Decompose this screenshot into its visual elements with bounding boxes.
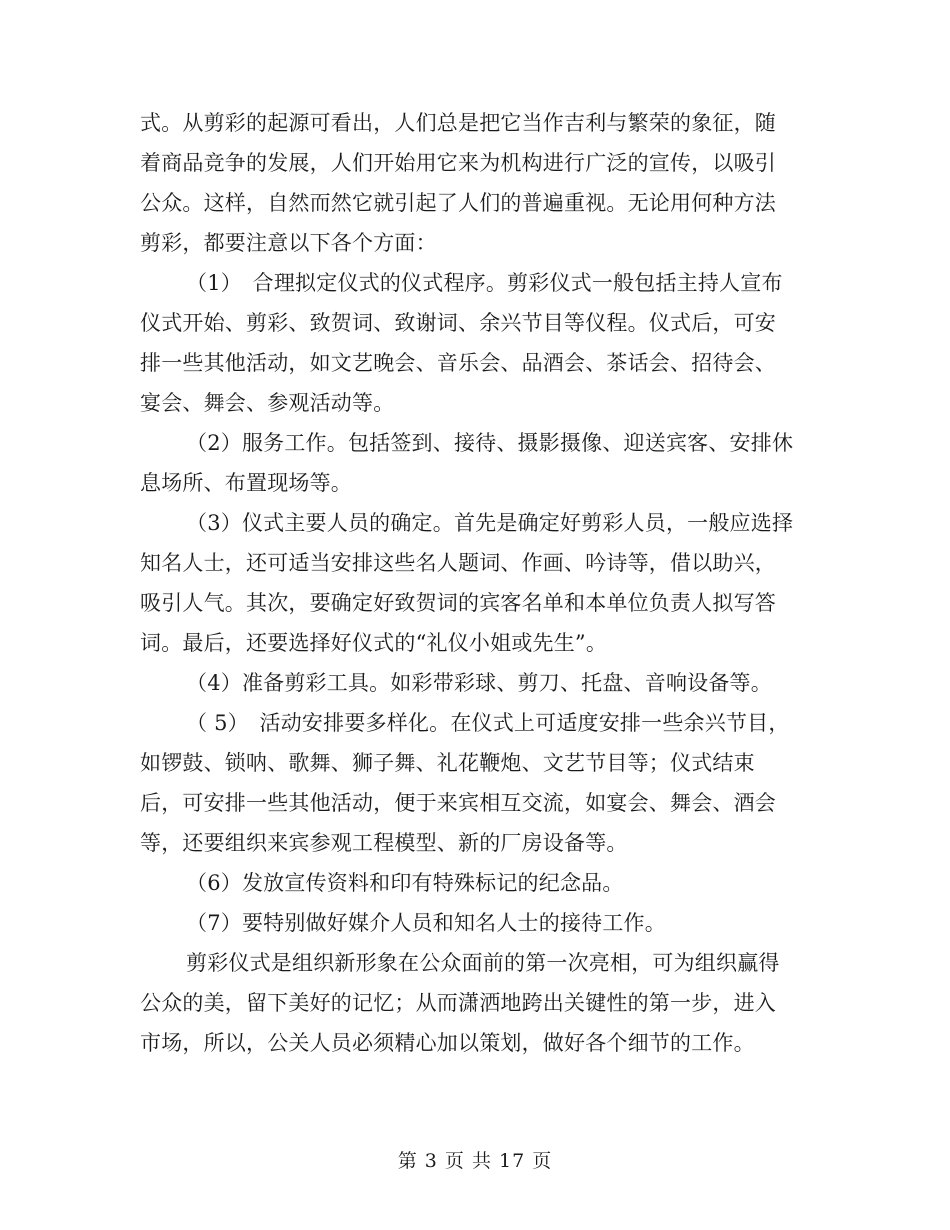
paragraph-start: 剪彩仪式是组织新形象在公众面前的第一次亮相，可为组织赢得 — [186, 951, 780, 975]
page-number-footer: 第 3 页 共 17 页 — [397, 1150, 553, 1172]
text-line: 吸引人气。其次，要确定好致贺词的宾客名单和本单位负责人拟写答 — [140, 591, 776, 615]
text-line: 仪式开始、剪彩、致贺词、致谢词、余兴节目等仪程。仪式后，可安 — [140, 311, 776, 335]
text-line: 词。最后，还要选择好仪式的“礼仪小姐或先生”。 — [140, 631, 608, 655]
text-line: 市场，所以，公关人员必须精心加以策划，做好各个细节的工作。 — [140, 1031, 755, 1055]
list-item-7: （7）要特别做好媒介人员和知名人士的接待工作。 — [186, 911, 666, 935]
text-line: 知名人士，还可适当安排这些名人题词、作画、吟诗等，借以助兴， — [140, 551, 776, 575]
list-item-4: （4）准备剪彩工具。如彩带彩球、剪刀、托盘、音响设备等。 — [186, 671, 772, 695]
text-line: 宴会、舞会、参观活动等。 — [140, 391, 395, 415]
text-line: 剪彩，都要注意以下各个方面： — [140, 231, 437, 255]
text-line: 如锣鼓、锁呐、歌舞、狮子舞、礼花鞭炮、文艺节目等；仪式结束 — [140, 751, 755, 775]
text-line: 排一些其他活动，如文艺晚会、音乐会、品酒会、茶话会、招待会、 — [140, 351, 776, 375]
text-line: 息场所、布置现场等。 — [140, 471, 352, 495]
text-line: 公众。这样，自然而然它就引起了人们的普遍重视。无论用何种方法 — [140, 191, 776, 215]
text-line: 式。从剪彩的起源可看出，人们总是把它当作吉利与繁荣的象征，随 — [140, 111, 776, 135]
text-line: 后，可安排一些其他活动，便于来宾相互交流，如宴会、舞会、酒会 — [140, 791, 776, 815]
text-line: 公众的美，留下美好的记忆；从而潇洒地跨出关键性的第一步，进入 — [140, 991, 776, 1015]
list-item-3: （3）仪式主要人员的确定。首先是确定好剪彩人员，一般应选择 — [186, 511, 794, 535]
text-line: 着商品竞争的发展，人们开始用它来为机构进行广泛的宣传，以吸引 — [140, 151, 776, 175]
text-line: 等，还要组织来宾参观工程模型、新的厂房设备等。 — [140, 831, 628, 855]
document-body — [140, 103, 812, 1063]
list-item-2: （2）服务工作。包括签到、接待、摄影摄像、迎送宾客、安排休 — [186, 431, 794, 455]
list-item-1: （1） 合理拟定仪式的仪式程序。剪彩仪式一般包括主持人宣布 — [186, 271, 783, 295]
list-item-6: （6）发放宣传资料和印有特殊标记的纪念品。 — [186, 871, 624, 895]
list-item-5: （ 5） 活动安排要多样化。在仪式上可适度安排一些余兴节目， — [186, 711, 790, 735]
